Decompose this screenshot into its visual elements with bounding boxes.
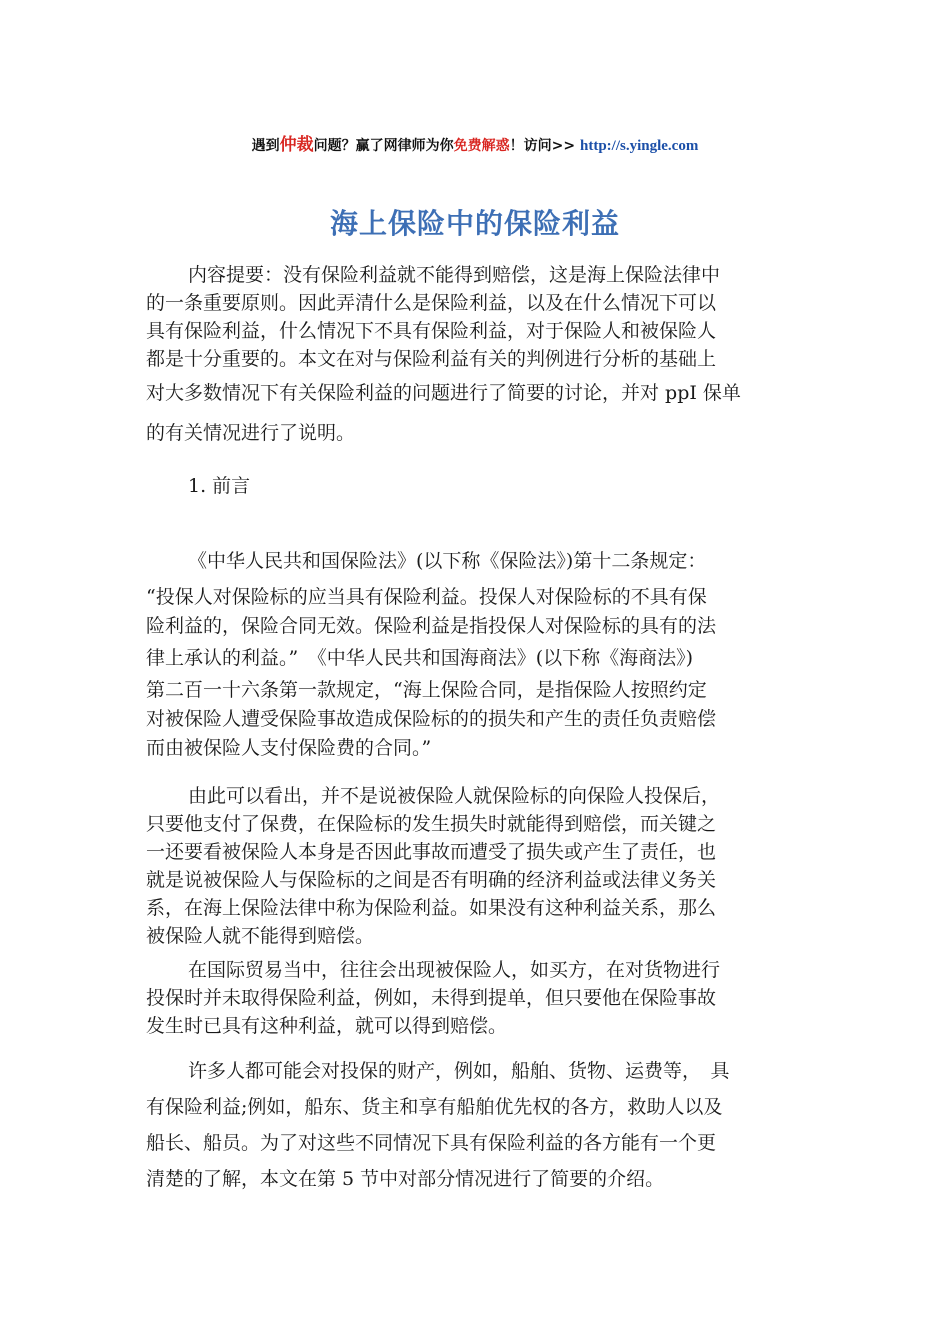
paragraph-line: 律上承认的利益。” 《中华人民共和国海商法》(以下称《海商法》): [146, 647, 694, 669]
abstract-line: 内容提要：没有保险利益就不能得到赔偿，这是海上保险法律中: [188, 264, 721, 286]
paragraph-line: 投保时并未取得保险利益，例如，未得到提单，但只要他在保险事故: [146, 987, 717, 1009]
paragraph-3: [146, 956, 806, 1040]
abstract-line: 的一条重要原则。因此弄清什么是保险利益，以及在什么情况下可以: [146, 292, 717, 314]
banner-prefix: 遇到: [251, 138, 280, 154]
paragraph-line: 而由被保险人支付保险费的合同。”: [146, 737, 432, 759]
banner-free: 免费解惑: [453, 138, 510, 154]
paragraph-line: 清楚的了解，本文在第 5 节中对部分情况进行了简要的介绍。: [146, 1168, 665, 1190]
promo-banner: [0, 130, 950, 155]
document-title: 海上保险中的保险利益: [329, 207, 620, 240]
paragraph-line: 《中华人民共和国保险法》(以下称《保险法》)第十二条规定：: [188, 550, 707, 572]
paragraph-line: 第二百一十六条第一款规定，“海上保险合同，是指保险人按照约定: [146, 679, 707, 701]
section-heading-text: 1. 前言: [188, 475, 251, 497]
abstract-line: 具有保险利益，什么情况下不具有保险利益，对于保险人和被保险人: [146, 320, 717, 342]
paragraph-line: 被保险人就不能得到赔偿。: [146, 925, 375, 947]
paragraph-line: 许多人都可能会对投保的财产，例如，船舶、货物、运费等， 具: [188, 1060, 730, 1082]
paragraph-line: 对被保险人遭受保险事故造成保险标的的损失和产生的责任负责赔偿: [146, 708, 717, 730]
paragraph-line: 船长、船员。为了对这些不同情况下具有保险利益的各方能有一个更: [146, 1132, 717, 1154]
paragraph-line: 一还要看被保险人本身是否因此事故而遭受了损失或产生了责任，也: [146, 841, 717, 863]
abstract-line: 都是十分重要的。本文在对与保险利益有关的判例进行分析的基础上: [146, 348, 717, 370]
paragraph-1: [146, 540, 806, 763]
paragraph-line: 有保险利益;例如，船东、货主和享有船舶优先权的各方，救助人以及: [146, 1096, 723, 1118]
banner-link[interactable]: http://s.yingle.com: [580, 138, 699, 154]
paragraph-line: 就是说被保险人与保险标的之间是否有明确的经济利益或法律义务关: [146, 869, 717, 891]
abstract-paragraph: [146, 261, 806, 453]
paragraph-line: 只要他支付了保费，在保险标的发生损失时就能得到赔偿，而关键之: [146, 813, 717, 835]
paragraph-2: [146, 782, 806, 950]
abstract-line: 的有关情况进行了说明。: [146, 422, 356, 444]
paragraph-4: [146, 1053, 806, 1197]
banner-middle: 问题？赢了网律师为你: [313, 138, 454, 154]
paragraph-line: 发生时已具有这种利益，就可以得到赔偿。: [146, 1015, 508, 1037]
banner-suffix: ！访问>>: [509, 138, 580, 154]
section-heading: [146, 472, 806, 500]
banner-keyword: 仲裁: [279, 135, 314, 155]
paragraph-line: 险利益的，保险合同无效。保险利益是指投保人对保险标的具有的法: [146, 615, 717, 637]
paragraph-line: 由此可以看出，并不是说被保险人就保险标的向保险人投保后，: [188, 785, 721, 807]
paragraph-line: 系，在海上保险法律中称为保险利益。如果没有这种利益关系，那么: [146, 897, 717, 919]
abstract-line: 对大多数情况下有关保险利益的问题进行了简要的讨论，并对 ppI 保单: [146, 382, 741, 404]
paragraph-line: “投保人对保险标的应当具有保险利益。投保人对保险标的不具有保: [146, 586, 707, 608]
paragraph-line: 在国际贸易当中，往往会出现被保险人，如买方，在对货物进行: [188, 959, 721, 981]
